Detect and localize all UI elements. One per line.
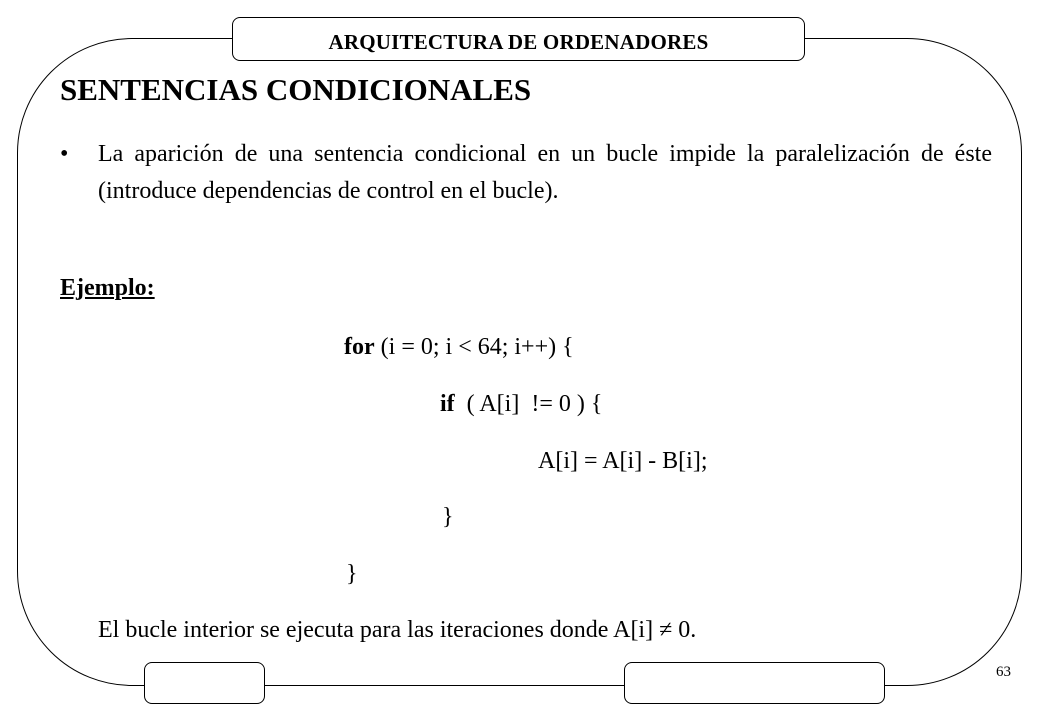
code-line-if	[440, 391, 602, 418]
slide-title: SENTENCIAS CONDICIONALES	[60, 72, 532, 107]
page-number: 63	[996, 664, 1011, 680]
footer-tab-left	[144, 662, 265, 704]
bullet-text: La aparición de una sentencia condicional en un bucle impide la paralelización de éste (introduce dependencias de control en el bucle).	[98, 141, 992, 204]
bullet-item	[60, 136, 992, 210]
code-line-for-rest: (i = 0; i < 64; i++) {	[374, 334, 574, 360]
code-line-close-for: }	[346, 561, 358, 587]
footer-tab-right	[624, 662, 885, 704]
conclusion-text: El bucle interior se ejecuta para las iteraciones donde A[i] ≠ 0.	[98, 617, 697, 643]
code-line-assign: A[i] = A[i] - B[i];	[538, 448, 708, 474]
example-label: Ejemplo:	[60, 275, 155, 301]
code-keyword-for: for	[344, 334, 375, 360]
code-keyword-if: if	[440, 391, 455, 417]
code-line-for	[344, 334, 574, 361]
code-line-if-rest: ( A[i] != 0 ) {	[454, 391, 603, 417]
header-title: ARQUITECTURA DE ORDENADORES	[328, 29, 709, 54]
bullet-marker: •	[60, 141, 69, 167]
header-tab	[232, 17, 805, 61]
code-line-close-if: }	[442, 504, 454, 530]
